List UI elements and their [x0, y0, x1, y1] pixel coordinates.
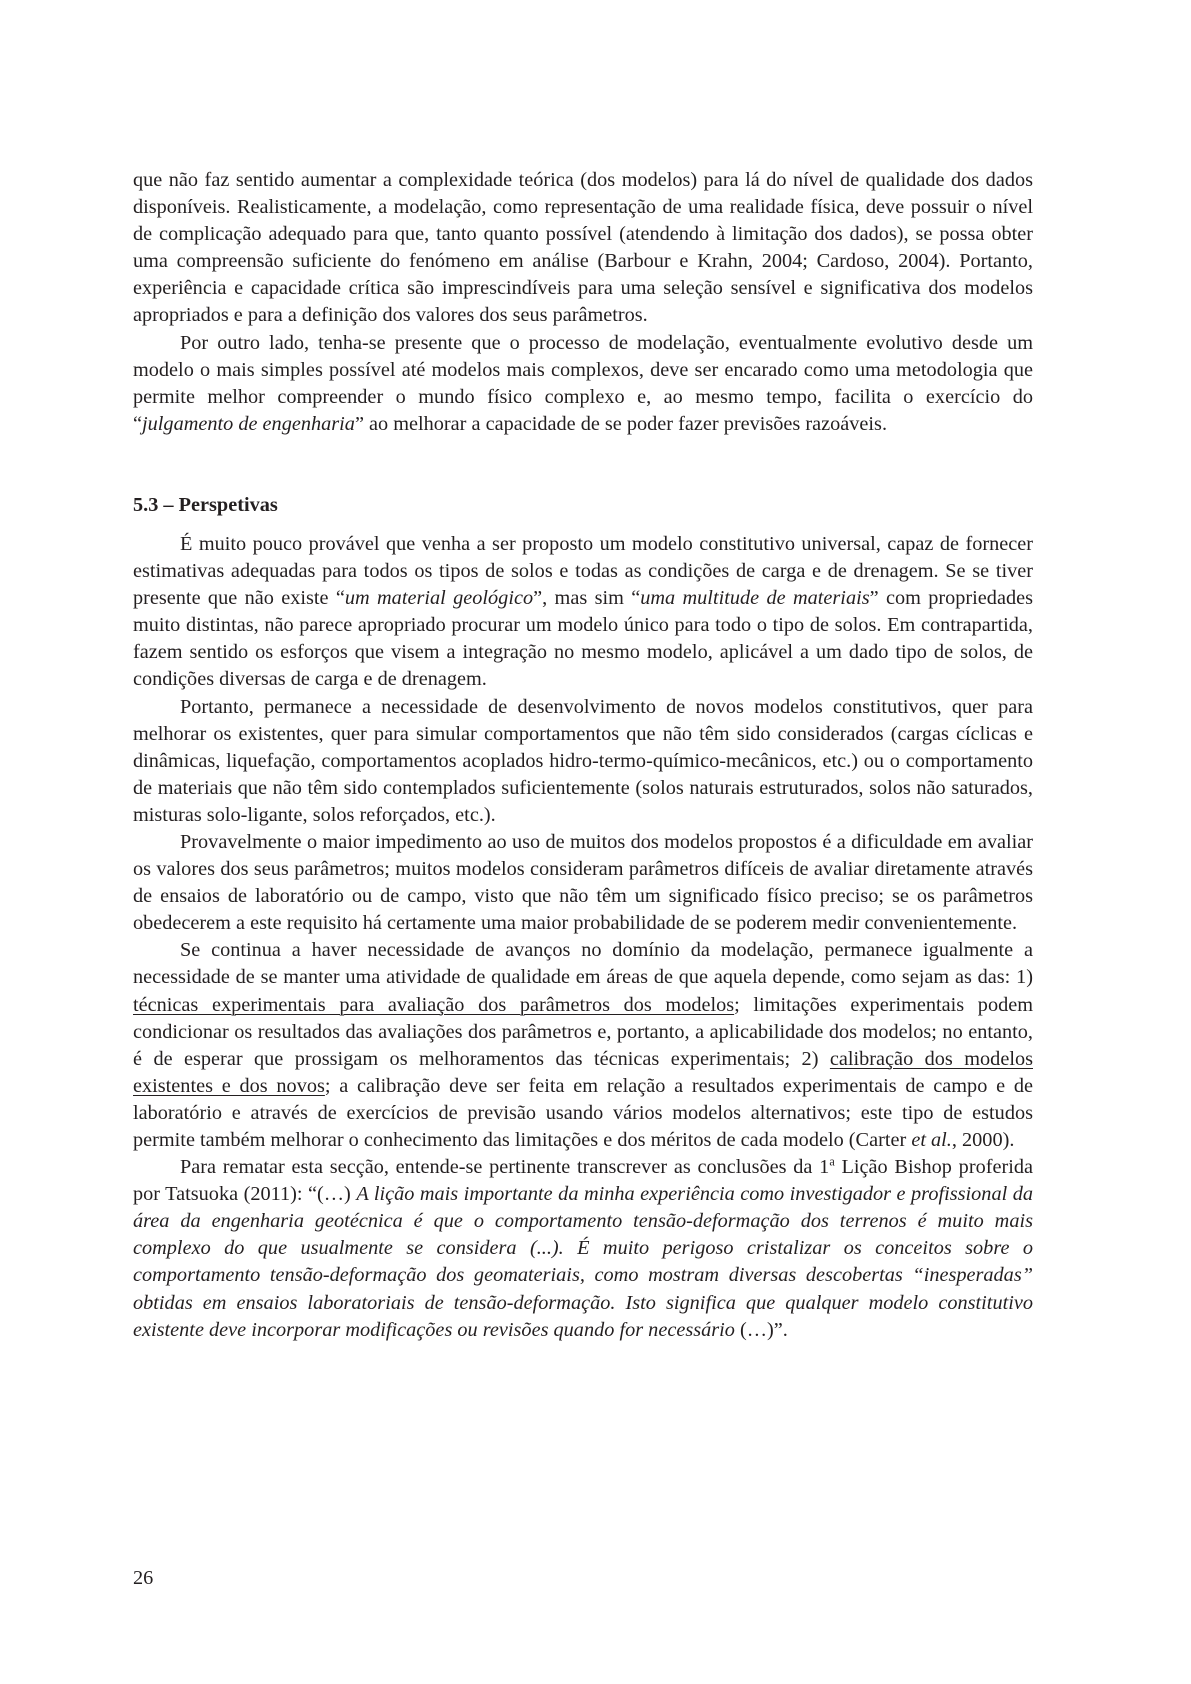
paragraph-universal-model: É muito pouco provável que venha a ser proposto um modelo constitutivo universal, capaz de fornecer estimativas adequadas para todos os tipos de solos e todas as condições de carga e de drenagem. Se se tiver presente que não existe “um material geológico”, mas sim “uma multitude de materiais” com propriedades muito distintas, não parece apropriado procurar um modelo único para todo o tipo de solos. Em contrapartida, fazem sentido os esforços que visem a integração no mesmo modelo, aplicável a um dado tipo de solos, de condições diversas de carga e de drenagem.	[133, 532, 1033, 691]
paragraph-parameters: Provavelmente o maior impedimento ao uso de muitos dos modelos propostos é a dificuldade em avaliar os valores dos seus parâmetros; muitos modelos consideram parâmetros difíceis de avaliar diretamente através de ensaios de laboratório ou de campo, visto que não têm um significado físico preciso; se os parâmetros obedecerem a este requisito há certamente uma maior probabilidade de se poderem medir convenientemente.	[133, 830, 1033, 935]
section-heading-wrapper	[133, 492, 1033, 519]
paragraph-advances: Se continua a haver necessidade de avanços no domínio da modelação, permanece igualmente a necessidade de se manter uma atividade de qualidade em áreas de que aquela depende, como sejam as das: 1) técnicas experimentais para avaliação dos parâmetros dos modelos; limitações experimentais podem condicionar os resultados das avaliações dos parâmetros e, portanto, a aplicabilidade dos modelos; no entanto, é de esperar que prossigam os melhoramentos das técnicas experimentais; 2) calibração dos modelos existentes e dos novos; a calibração deve ser feita em relação a resultados experimentais de campo e de laboratório e através de exercícios de previsão usando vários modelos alternativos; este tipo de estudos permite também melhorar o conhecimento das limitações e dos méritos de cada modelo (Carter et al., 2000).	[133, 939, 1034, 1151]
page-number: 26	[133, 1567, 154, 1589]
paragraph-bishop-lecture: Para rematar esta secção, entende-se pertinente transcrever as conclusões da 1$^a$ Lição Bishop proferida por Tatsuoka (2011): “(…) A lição mais importante da minha experiência como investigador e profissional da área da engenharia geotécnica é que o comportamento tensão-deformação dos terrenos é muito mais complexo do que usualmente se considera (...). É muito perigoso cristalizar os conceitos sobre o comportamento tensão-deformação dos geomateriais, como mostram diversas descobertas “inesperadas” obtidas em ensaios laboratoriais de tensão-deformação. Isto significa que qualquer modelo constitutivo existente deve incorporar modificações ou revisões quando for necessário (…)”.	[133, 1154, 1034, 1341]
underlined-topic-2: calibração dos modelos existentes e dos novos	[133, 1047, 1033, 1097]
underlined-topic-1: técnicas experimentais para avaliação dos parâmetros dos modelos	[133, 993, 735, 1016]
quotation: A lição mais importante da minha experiência como investigador e profissional da área da engenharia geotécnica é que o comportamento tensão-deformação dos terrenos é muito mais complexo do que usualmente se considera (...). É muito perigoso cristalizar os conceitos sobre o comportamento tensão-deformação dos geomateriais, como mostram diversas descobertas “inesperadas” obtidas em ensaios laboratoriais de tensão-deformação. Isto significa que qualquer modelo constitutivo existente deve incorporar modificações ou revisões quando for necessário	[133, 1183, 1033, 1341]
paragraph-continuation: que não faz sentido aumentar a complexidade teórica (dos modelos) para lá do nível de qualidade dos dados disponíveis. Realisticamente, a modelação, como representação de uma realidade física, deve possuir o nível de complicação adequado para que, tanto quanto possível (atendendo à limitação dos dados), se possa obter uma compreensão suficiente do fenómeno em análise (Barbour e Krahn, 2004; Cardoso, 2004). Portanto, experiência e capacidade crítica são imprescindíveis para uma seleção sensível e significativa dos modelos apropriados e para a definição dos valores dos seus parâmetros.	[133, 169, 1033, 327]
italic-term: julgamento de engenharia	[142, 412, 355, 435]
page-body	[133, 167, 1033, 1344]
paragraph-new-models: Portanto, permanece a necessidade de desenvolvimento de novos modelos constitutivos, quer para melhorar os existentes, quer para simular comportamentos que não têm sido considerados (cargas cíclicas e dinâmicas, liquefação, comportamentos acoplados hidro-termo-químico-mecânicos, etc.) ou o comportamento de materiais que não têm sido contemplados suficientemente (solos naturais estruturados, solos não saturados, misturas solo-ligante, solos reforçados, etc.).	[133, 695, 1033, 826]
section-heading: 5.3 – Perspetivas	[133, 493, 278, 516]
paragraph-modelling-process: Por outro lado, tenha-se presente que o processo de modelação, eventualmente evolutivo desde um modelo o mais simples possível até modelos mais complexos, deve ser encarado como uma metodologia que permite melhor compreender o mundo físico complexo e, ao mesmo tempo, facilita o exercício do “julgamento de engenharia” ao melhorar a capacidade de se poder fazer previsões razoáveis.	[133, 331, 1033, 435]
